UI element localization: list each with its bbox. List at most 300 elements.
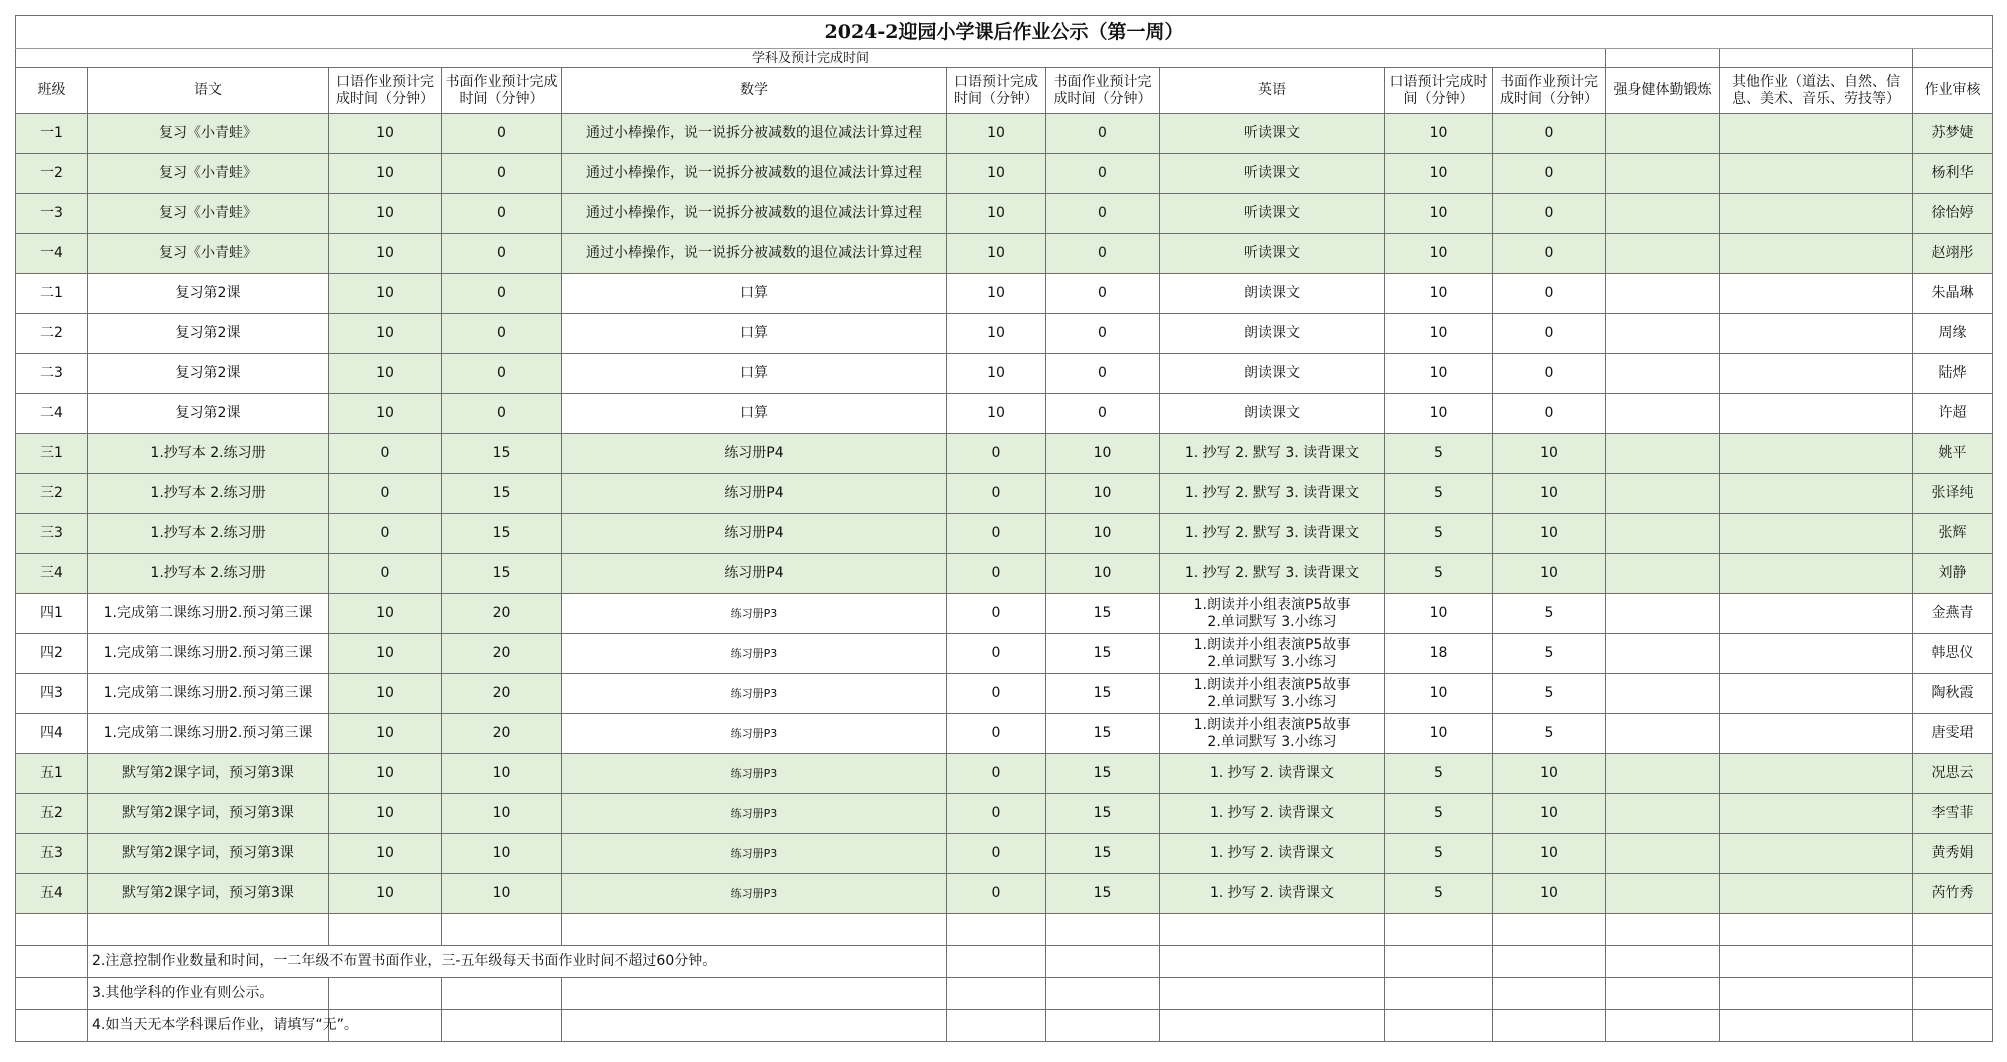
english-cell[interactable]: 1. 抄写 2. 读背课文 — [1160, 874, 1385, 914]
math-written-cell[interactable]: 15 — [1046, 794, 1160, 834]
math-written-cell[interactable]: 0 — [1046, 154, 1160, 194]
math-cell[interactable]: 练习册P3 — [562, 834, 947, 874]
empty-cell[interactable] — [442, 914, 562, 946]
header-chinese[interactable]: 语文 — [88, 68, 329, 114]
math-written-cell[interactable]: 10 — [1046, 514, 1160, 554]
header-oral-time[interactable]: 口语作业预计完成时间（分钟） — [329, 68, 442, 114]
reviewer-cell[interactable]: 韩思仪 — [1913, 634, 1993, 674]
english-cell[interactable] — [1160, 634, 1385, 674]
other-cell[interactable] — [1720, 834, 1913, 874]
exercise-cell[interactable] — [1606, 394, 1720, 434]
exercise-cell[interactable] — [1606, 554, 1720, 594]
empty-cell[interactable] — [1913, 1010, 1993, 1042]
empty-cell[interactable] — [1720, 49, 1913, 68]
english-cell[interactable]: 1. 抄写 2. 读背课文 — [1160, 754, 1385, 794]
english-written-cell[interactable]: 0 — [1493, 154, 1606, 194]
english-written-cell[interactable]: 10 — [1493, 554, 1606, 594]
math-written-cell[interactable]: 0 — [1046, 194, 1160, 234]
other-cell[interactable] — [1720, 234, 1913, 274]
chinese-cell[interactable]: 1.完成第二课练习册2.预习第三课 — [88, 714, 329, 754]
english-cell[interactable]: 朗读课文 — [1160, 274, 1385, 314]
exercise-cell[interactable] — [1606, 674, 1720, 714]
english-oral-cell[interactable]: 5 — [1385, 434, 1493, 474]
chinese-cell[interactable]: 默写第2课字词，预习第3课 — [88, 794, 329, 834]
class-cell[interactable]: 三4 — [16, 554, 88, 594]
other-cell[interactable] — [1720, 874, 1913, 914]
math-written-cell[interactable]: 15 — [1046, 834, 1160, 874]
english-written-cell[interactable]: 10 — [1493, 834, 1606, 874]
chinese-written-cell[interactable]: 0 — [442, 114, 562, 154]
reviewer-cell[interactable]: 姚平 — [1913, 434, 1993, 474]
exercise-cell[interactable] — [1606, 474, 1720, 514]
english-cell[interactable]: 听读课文 — [1160, 154, 1385, 194]
math-oral-cell[interactable]: 10 — [947, 274, 1046, 314]
english-written-cell[interactable]: 5 — [1493, 634, 1606, 674]
reviewer-cell[interactable]: 况思云 — [1913, 754, 1993, 794]
chinese-cell[interactable]: 复习第2课 — [88, 354, 329, 394]
math-oral-cell[interactable]: 0 — [947, 714, 1046, 754]
exercise-cell[interactable] — [1606, 434, 1720, 474]
math-oral-cell[interactable]: 0 — [947, 874, 1046, 914]
class-cell[interactable]: 五4 — [16, 874, 88, 914]
class-cell[interactable]: 四1 — [16, 594, 88, 634]
header-class[interactable]: 班级 — [16, 68, 88, 114]
english-written-cell[interactable]: 10 — [1493, 434, 1606, 474]
chinese-oral-cell[interactable]: 10 — [329, 274, 442, 314]
english-written-cell[interactable]: 5 — [1493, 714, 1606, 754]
other-cell[interactable] — [1720, 794, 1913, 834]
english-oral-cell[interactable]: 5 — [1385, 474, 1493, 514]
reviewer-cell[interactable]: 朱晶琳 — [1913, 274, 1993, 314]
english-oral-cell[interactable]: 5 — [1385, 514, 1493, 554]
chinese-cell[interactable]: 1.抄写本 2.练习册 — [88, 514, 329, 554]
reviewer-cell[interactable]: 赵翊彤 — [1913, 234, 1993, 274]
math-written-cell[interactable]: 0 — [1046, 234, 1160, 274]
class-cell[interactable]: 一3 — [16, 194, 88, 234]
chinese-written-cell[interactable]: 0 — [442, 354, 562, 394]
class-cell[interactable]: 三3 — [16, 514, 88, 554]
chinese-cell[interactable]: 1.抄写本 2.练习册 — [88, 434, 329, 474]
reviewer-cell[interactable]: 周缘 — [1913, 314, 1993, 354]
exercise-cell[interactable] — [1606, 754, 1720, 794]
english-oral-cell[interactable]: 5 — [1385, 754, 1493, 794]
math-cell[interactable]: 口算 — [562, 354, 947, 394]
other-cell[interactable] — [1720, 594, 1913, 634]
exercise-cell[interactable] — [1606, 514, 1720, 554]
header-eng-written-time[interactable]: 书面作业预计完成时间（分钟） — [1493, 68, 1606, 114]
empty-cell[interactable] — [1046, 978, 1160, 1010]
exercise-cell[interactable] — [1606, 354, 1720, 394]
english-oral-cell[interactable]: 10 — [1385, 594, 1493, 634]
english-oral-cell[interactable]: 10 — [1385, 714, 1493, 754]
class-cell[interactable]: 四3 — [16, 674, 88, 714]
empty-cell[interactable] — [1720, 946, 1913, 978]
other-cell[interactable] — [1720, 514, 1913, 554]
math-written-cell[interactable]: 0 — [1046, 314, 1160, 354]
chinese-cell[interactable]: 1.完成第二课练习册2.预习第三课 — [88, 634, 329, 674]
chinese-cell[interactable]: 复习《小青蛙》 — [88, 154, 329, 194]
chinese-oral-cell[interactable]: 0 — [329, 474, 442, 514]
header-review[interactable]: 作业审核 — [1913, 68, 1993, 114]
math-oral-cell[interactable]: 0 — [947, 634, 1046, 674]
chinese-cell[interactable]: 1.完成第二课练习册2.预习第三课 — [88, 594, 329, 634]
empty-cell[interactable] — [947, 1010, 1046, 1042]
chinese-cell[interactable]: 1.完成第二课练习册2.预习第三课 — [88, 674, 329, 714]
reviewer-cell[interactable]: 徐怡婷 — [1913, 194, 1993, 234]
header-math-written-time[interactable]: 书面作业预计完成时间（分钟） — [1046, 68, 1160, 114]
empty-cell[interactable] — [1493, 914, 1606, 946]
math-cell[interactable]: 练习册P3 — [562, 874, 947, 914]
empty-cell[interactable] — [1046, 1010, 1160, 1042]
empty-cell[interactable] — [1160, 914, 1385, 946]
class-cell[interactable]: 三2 — [16, 474, 88, 514]
empty-cell[interactable] — [562, 1010, 947, 1042]
reviewer-cell[interactable]: 杨利华 — [1913, 154, 1993, 194]
chinese-written-cell[interactable]: 20 — [442, 714, 562, 754]
math-written-cell[interactable]: 10 — [1046, 474, 1160, 514]
reviewer-cell[interactable]: 刘静 — [1913, 554, 1993, 594]
empty-cell[interactable] — [88, 914, 329, 946]
header-other[interactable]: 其他作业（道法、自然、信息、美术、音乐、劳技等） — [1720, 68, 1913, 114]
english-cell[interactable]: 1. 抄写 2. 默写 3. 读背课文 — [1160, 474, 1385, 514]
sheet-title[interactable]: 2024-2迎园小学课后作业公示（第一周） — [16, 16, 1993, 49]
math-cell[interactable]: 通过小棒操作，说一说拆分被减数的退位减法计算过程 — [562, 114, 947, 154]
empty-cell[interactable] — [329, 978, 442, 1010]
empty-cell[interactable] — [1493, 1010, 1606, 1042]
math-cell[interactable]: 练习册P3 — [562, 674, 947, 714]
chinese-oral-cell[interactable]: 10 — [329, 674, 442, 714]
english-oral-cell[interactable]: 10 — [1385, 194, 1493, 234]
exercise-cell[interactable] — [1606, 314, 1720, 354]
english-cell[interactable]: 听读课文 — [1160, 234, 1385, 274]
empty-cell[interactable] — [1385, 946, 1493, 978]
math-written-cell[interactable]: 15 — [1046, 714, 1160, 754]
exercise-cell[interactable] — [1606, 234, 1720, 274]
empty-cell[interactable] — [947, 946, 1046, 978]
chinese-cell[interactable]: 复习第2课 — [88, 274, 329, 314]
chinese-oral-cell[interactable]: 10 — [329, 874, 442, 914]
class-cell[interactable]: 二3 — [16, 354, 88, 394]
reviewer-cell[interactable]: 黄秀娟 — [1913, 834, 1993, 874]
empty-cell[interactable] — [1913, 914, 1993, 946]
math-written-cell[interactable]: 0 — [1046, 274, 1160, 314]
english-oral-cell[interactable]: 10 — [1385, 394, 1493, 434]
chinese-oral-cell[interactable]: 10 — [329, 394, 442, 434]
empty-cell[interactable] — [16, 978, 88, 1010]
english-cell[interactable]: 听读课文 — [1160, 194, 1385, 234]
english-oral-cell[interactable]: 10 — [1385, 154, 1493, 194]
header-written-time[interactable]: 书面作业预计完成时间（分钟） — [442, 68, 562, 114]
exercise-cell[interactable] — [1606, 114, 1720, 154]
math-oral-cell[interactable]: 0 — [947, 554, 1046, 594]
english-cell[interactable]: 朗读课文 — [1160, 314, 1385, 354]
english-written-cell[interactable]: 0 — [1493, 114, 1606, 154]
empty-cell[interactable] — [1385, 914, 1493, 946]
class-cell[interactable]: 二4 — [16, 394, 88, 434]
empty-cell[interactable] — [1160, 1010, 1385, 1042]
class-cell[interactable]: 五2 — [16, 794, 88, 834]
english-cell[interactable]: 1. 抄写 2. 默写 3. 读背课文 — [1160, 514, 1385, 554]
other-cell[interactable] — [1720, 394, 1913, 434]
math-oral-cell[interactable]: 0 — [947, 594, 1046, 634]
math-written-cell[interactable]: 0 — [1046, 354, 1160, 394]
english-cell[interactable] — [1160, 594, 1385, 634]
english-cell[interactable]: 1. 抄写 2. 读背课文 — [1160, 834, 1385, 874]
note-cell[interactable]: 4.如当天无本学科课后作业，请填写“无”。 — [88, 1010, 329, 1042]
english-oral-cell[interactable]: 5 — [1385, 834, 1493, 874]
class-cell[interactable]: 一4 — [16, 234, 88, 274]
exercise-cell[interactable] — [1606, 274, 1720, 314]
english-written-cell[interactable]: 10 — [1493, 874, 1606, 914]
chinese-cell[interactable]: 默写第2课字词，预习第3课 — [88, 874, 329, 914]
chinese-written-cell[interactable]: 0 — [442, 194, 562, 234]
chinese-written-cell[interactable]: 10 — [442, 754, 562, 794]
math-written-cell[interactable]: 0 — [1046, 114, 1160, 154]
chinese-written-cell[interactable]: 0 — [442, 394, 562, 434]
english-written-cell[interactable]: 5 — [1493, 674, 1606, 714]
chinese-cell[interactable]: 复习第2课 — [88, 394, 329, 434]
math-cell[interactable]: 练习册P4 — [562, 434, 947, 474]
math-cell[interactable]: 练习册P3 — [562, 714, 947, 754]
other-cell[interactable] — [1720, 474, 1913, 514]
empty-cell[interactable] — [562, 914, 947, 946]
empty-cell[interactable] — [1720, 1010, 1913, 1042]
other-cell[interactable] — [1720, 354, 1913, 394]
chinese-oral-cell[interactable]: 0 — [329, 514, 442, 554]
math-oral-cell[interactable]: 10 — [947, 234, 1046, 274]
english-oral-cell[interactable]: 5 — [1385, 874, 1493, 914]
empty-cell[interactable] — [947, 978, 1046, 1010]
math-cell[interactable]: 通过小棒操作，说一说拆分被减数的退位减法计算过程 — [562, 234, 947, 274]
english-oral-cell[interactable]: 10 — [1385, 274, 1493, 314]
english-written-cell[interactable]: 0 — [1493, 354, 1606, 394]
empty-cell[interactable] — [1720, 978, 1913, 1010]
chinese-oral-cell[interactable]: 10 — [329, 834, 442, 874]
empty-cell[interactable] — [16, 946, 88, 978]
math-cell[interactable]: 练习册P3 — [562, 634, 947, 674]
empty-cell[interactable] — [16, 1010, 88, 1042]
reviewer-cell[interactable]: 张辉 — [1913, 514, 1993, 554]
chinese-oral-cell[interactable]: 0 — [329, 554, 442, 594]
math-written-cell[interactable]: 15 — [1046, 754, 1160, 794]
reviewer-cell[interactable]: 张译纯 — [1913, 474, 1993, 514]
english-oral-cell[interactable]: 5 — [1385, 554, 1493, 594]
empty-cell[interactable] — [1913, 978, 1993, 1010]
exercise-cell[interactable] — [1606, 794, 1720, 834]
other-cell[interactable] — [1720, 634, 1913, 674]
math-written-cell[interactable]: 15 — [1046, 874, 1160, 914]
empty-cell[interactable] — [1606, 946, 1720, 978]
math-oral-cell[interactable]: 10 — [947, 354, 1046, 394]
math-cell[interactable]: 口算 — [562, 274, 947, 314]
english-cell[interactable] — [1160, 714, 1385, 754]
empty-cell[interactable] — [1606, 49, 1720, 68]
chinese-oral-cell[interactable]: 10 — [329, 754, 442, 794]
chinese-written-cell[interactable]: 10 — [442, 794, 562, 834]
english-cell[interactable]: 1. 抄写 2. 默写 3. 读背课文 — [1160, 434, 1385, 474]
other-cell[interactable] — [1720, 314, 1913, 354]
class-cell[interactable]: 五1 — [16, 754, 88, 794]
chinese-written-cell[interactable]: 20 — [442, 674, 562, 714]
empty-cell[interactable] — [1385, 1010, 1493, 1042]
class-cell[interactable]: 一1 — [16, 114, 88, 154]
english-written-cell[interactable]: 0 — [1493, 194, 1606, 234]
math-oral-cell[interactable]: 10 — [947, 194, 1046, 234]
chinese-cell[interactable]: 复习《小青蛙》 — [88, 114, 329, 154]
subtitle-cell[interactable]: 学科及预计完成时间 — [16, 49, 1606, 68]
math-cell[interactable]: 练习册P3 — [562, 594, 947, 634]
exercise-cell[interactable] — [1606, 194, 1720, 234]
english-oral-cell[interactable]: 10 — [1385, 314, 1493, 354]
empty-cell[interactable] — [947, 914, 1046, 946]
chinese-oral-cell[interactable]: 10 — [329, 194, 442, 234]
note-cell[interactable]: 2.注意控制作业数量和时间，一二年级不布置书面作业，三-五年级每天书面作业时间不超过60分钟。 — [88, 946, 947, 978]
math-cell[interactable]: 练习册P4 — [562, 474, 947, 514]
header-eng-oral-time[interactable]: 口语预计完成时间（分钟） — [1385, 68, 1493, 114]
chinese-written-cell[interactable]: 15 — [442, 554, 562, 594]
math-oral-cell[interactable]: 0 — [947, 674, 1046, 714]
math-written-cell[interactable]: 10 — [1046, 434, 1160, 474]
english-oral-cell[interactable]: 10 — [1385, 354, 1493, 394]
english-written-cell[interactable]: 10 — [1493, 794, 1606, 834]
math-oral-cell[interactable]: 0 — [947, 514, 1046, 554]
english-cell[interactable]: 1. 抄写 2. 读背课文 — [1160, 794, 1385, 834]
english-oral-cell[interactable]: 10 — [1385, 234, 1493, 274]
note-cell[interactable]: 3.其他学科的作业有则公示。 — [88, 978, 329, 1010]
reviewer-cell[interactable]: 陆烨 — [1913, 354, 1993, 394]
math-cell[interactable]: 口算 — [562, 314, 947, 354]
empty-cell[interactable] — [442, 978, 562, 1010]
chinese-written-cell[interactable]: 15 — [442, 514, 562, 554]
english-written-cell[interactable]: 10 — [1493, 514, 1606, 554]
chinese-written-cell[interactable]: 0 — [442, 274, 562, 314]
chinese-written-cell[interactable]: 0 — [442, 314, 562, 354]
empty-cell[interactable] — [1385, 978, 1493, 1010]
math-oral-cell[interactable]: 10 — [947, 314, 1046, 354]
english-oral-cell[interactable]: 10 — [1385, 114, 1493, 154]
chinese-cell[interactable]: 1.抄写本 2.练习册 — [88, 554, 329, 594]
english-written-cell[interactable]: 10 — [1493, 474, 1606, 514]
empty-cell[interactable] — [1606, 978, 1720, 1010]
empty-cell[interactable] — [1160, 946, 1385, 978]
other-cell[interactable] — [1720, 554, 1913, 594]
reviewer-cell[interactable]: 唐雯珺 — [1913, 714, 1993, 754]
chinese-cell[interactable]: 默写第2课字词，预习第3课 — [88, 834, 329, 874]
other-cell[interactable] — [1720, 754, 1913, 794]
math-written-cell[interactable]: 10 — [1046, 554, 1160, 594]
chinese-cell[interactable]: 复习《小青蛙》 — [88, 234, 329, 274]
chinese-written-cell[interactable]: 0 — [442, 234, 562, 274]
math-oral-cell[interactable]: 0 — [947, 834, 1046, 874]
math-written-cell[interactable]: 15 — [1046, 634, 1160, 674]
math-written-cell[interactable]: 0 — [1046, 394, 1160, 434]
english-cell[interactable]: 听读课文 — [1160, 114, 1385, 154]
empty-cell[interactable] — [1606, 914, 1720, 946]
english-written-cell[interactable]: 10 — [1493, 754, 1606, 794]
other-cell[interactable] — [1720, 434, 1913, 474]
math-cell[interactable]: 通过小棒操作，说一说拆分被减数的退位减法计算过程 — [562, 154, 947, 194]
math-written-cell[interactable]: 15 — [1046, 594, 1160, 634]
math-oral-cell[interactable]: 10 — [947, 114, 1046, 154]
math-written-cell[interactable]: 15 — [1046, 674, 1160, 714]
chinese-cell[interactable]: 复习第2课 — [88, 314, 329, 354]
english-cell[interactable] — [1160, 674, 1385, 714]
chinese-written-cell[interactable]: 10 — [442, 874, 562, 914]
math-oral-cell[interactable]: 0 — [947, 794, 1046, 834]
english-cell[interactable]: 朗读课文 — [1160, 354, 1385, 394]
class-cell[interactable]: 四2 — [16, 634, 88, 674]
english-written-cell[interactable]: 0 — [1493, 274, 1606, 314]
reviewer-cell[interactable]: 陶秋霞 — [1913, 674, 1993, 714]
math-cell[interactable]: 练习册P4 — [562, 554, 947, 594]
header-exercise[interactable]: 强身健体勤锻炼 — [1606, 68, 1720, 114]
english-cell[interactable]: 1. 抄写 2. 默写 3. 读背课文 — [1160, 554, 1385, 594]
empty-cell[interactable] — [442, 1010, 562, 1042]
header-math[interactable]: 数学 — [562, 68, 947, 114]
class-cell[interactable]: 五3 — [16, 834, 88, 874]
reviewer-cell[interactable]: 金燕青 — [1913, 594, 1993, 634]
class-cell[interactable]: 三1 — [16, 434, 88, 474]
chinese-oral-cell[interactable]: 10 — [329, 354, 442, 394]
english-cell[interactable]: 朗读课文 — [1160, 394, 1385, 434]
chinese-oral-cell[interactable]: 10 — [329, 314, 442, 354]
empty-cell[interactable] — [1493, 946, 1606, 978]
reviewer-cell[interactable]: 许超 — [1913, 394, 1993, 434]
exercise-cell[interactable] — [1606, 634, 1720, 674]
math-oral-cell[interactable]: 10 — [947, 154, 1046, 194]
chinese-oral-cell[interactable]: 10 — [329, 594, 442, 634]
chinese-written-cell[interactable]: 0 — [442, 154, 562, 194]
exercise-cell[interactable] — [1606, 594, 1720, 634]
empty-cell[interactable] — [1046, 946, 1160, 978]
other-cell[interactable] — [1720, 714, 1913, 754]
chinese-written-cell[interactable]: 15 — [442, 434, 562, 474]
math-oral-cell[interactable]: 0 — [947, 434, 1046, 474]
chinese-oral-cell[interactable]: 10 — [329, 634, 442, 674]
math-cell[interactable]: 练习册P3 — [562, 794, 947, 834]
class-cell[interactable]: 四4 — [16, 714, 88, 754]
reviewer-cell[interactable]: 苏梦婕 — [1913, 114, 1993, 154]
other-cell[interactable] — [1720, 274, 1913, 314]
chinese-cell[interactable]: 默写第2课字词，预习第3课 — [88, 754, 329, 794]
class-cell[interactable]: 二2 — [16, 314, 88, 354]
english-written-cell[interactable]: 0 — [1493, 394, 1606, 434]
header-english[interactable]: 英语 — [1160, 68, 1385, 114]
empty-cell[interactable] — [329, 914, 442, 946]
chinese-written-cell[interactable]: 20 — [442, 634, 562, 674]
math-oral-cell[interactable]: 0 — [947, 754, 1046, 794]
empty-cell[interactable] — [1160, 978, 1385, 1010]
chinese-written-cell[interactable]: 20 — [442, 594, 562, 634]
chinese-oral-cell[interactable]: 10 — [329, 114, 442, 154]
english-oral-cell[interactable]: 18 — [1385, 634, 1493, 674]
math-oral-cell[interactable]: 0 — [947, 474, 1046, 514]
english-written-cell[interactable]: 0 — [1493, 234, 1606, 274]
chinese-cell[interactable]: 复习《小青蛙》 — [88, 194, 329, 234]
english-written-cell[interactable]: 0 — [1493, 314, 1606, 354]
empty-cell[interactable] — [1606, 1010, 1720, 1042]
english-written-cell[interactable]: 5 — [1493, 594, 1606, 634]
english-oral-cell[interactable]: 10 — [1385, 674, 1493, 714]
chinese-oral-cell[interactable]: 10 — [329, 794, 442, 834]
class-cell[interactable]: 一2 — [16, 154, 88, 194]
chinese-oral-cell[interactable]: 10 — [329, 154, 442, 194]
class-cell[interactable]: 二1 — [16, 274, 88, 314]
exercise-cell[interactable] — [1606, 874, 1720, 914]
empty-cell[interactable] — [16, 914, 88, 946]
empty-cell[interactable] — [1046, 914, 1160, 946]
empty-cell[interactable] — [1913, 946, 1993, 978]
